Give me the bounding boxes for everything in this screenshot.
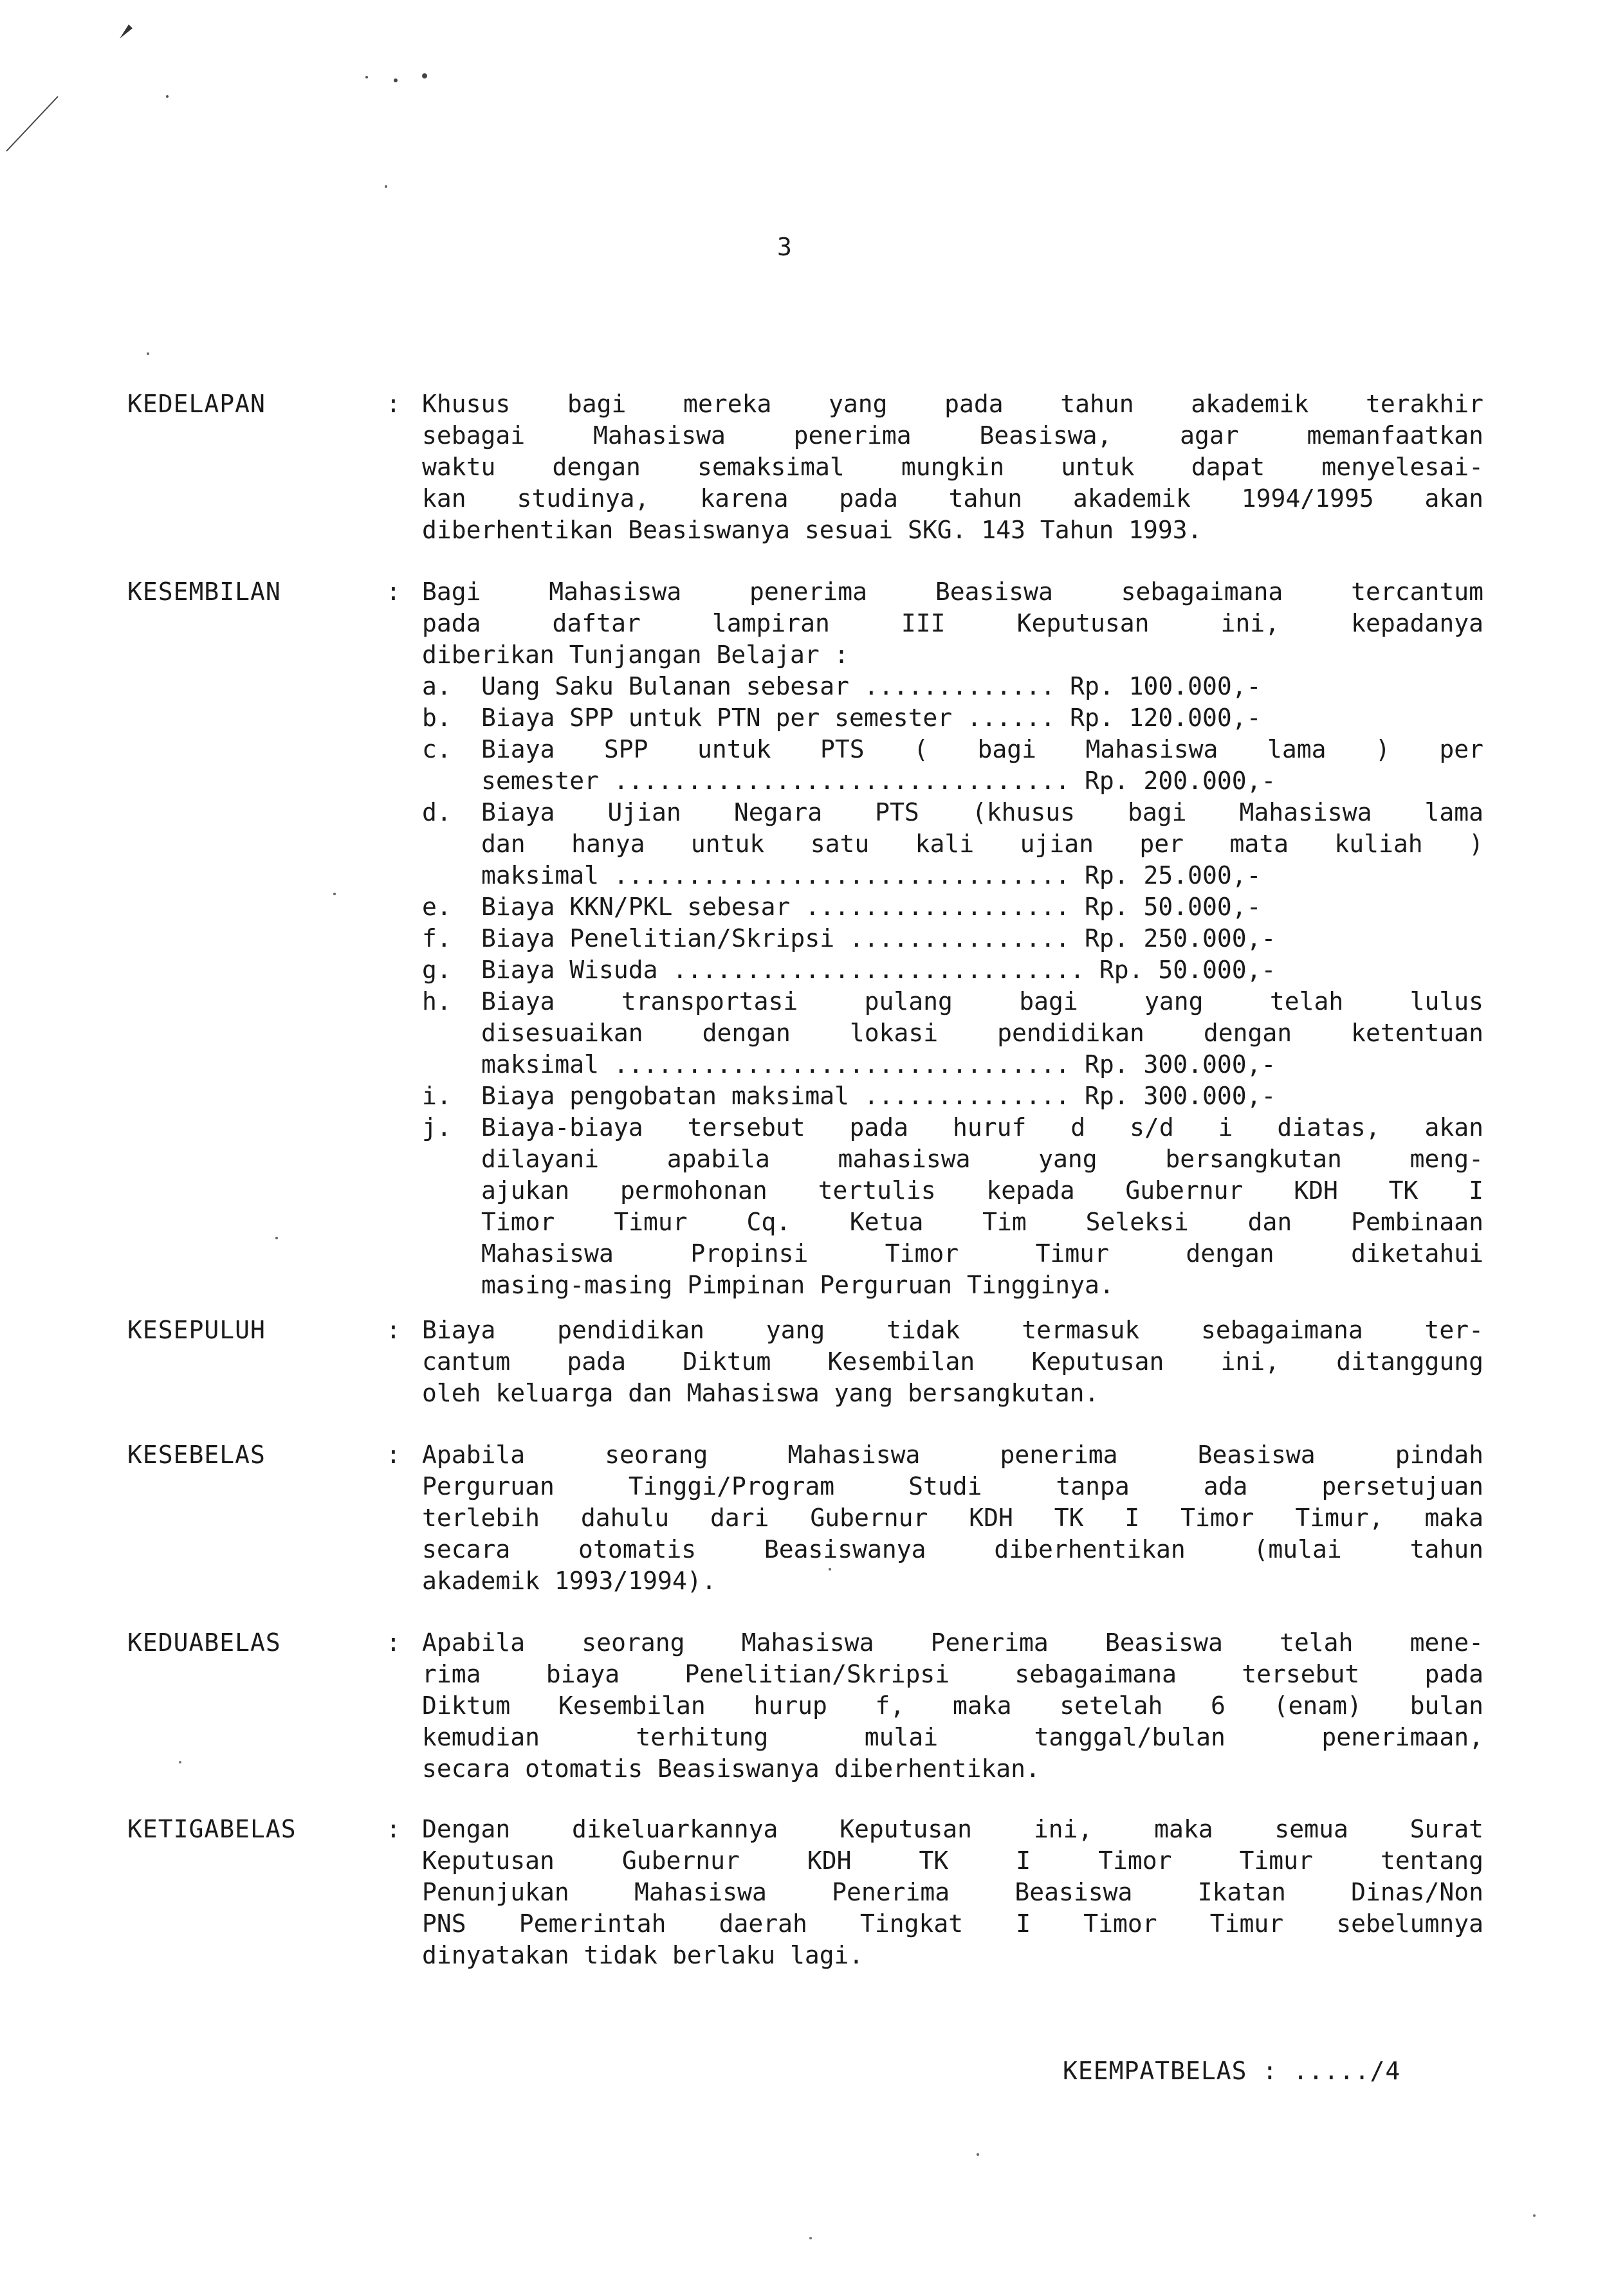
- text-line: Diktum Kesembilan hurup f, maka setelah 6 (enam) bulan: [422, 1691, 1483, 1720]
- list-item: [422, 986, 1483, 1080]
- text-line: Perguruan Tinggi/Program Studi tanpa ada persetujuan: [422, 1472, 1483, 1500]
- text-line: disesuaikan dengan lokasi pendidikan dengan ketentuan: [481, 1019, 1483, 1047]
- item-letter: a.: [422, 672, 452, 700]
- item-letter: c.: [422, 735, 452, 763]
- page-number: 3: [777, 233, 792, 261]
- article-body: [422, 1627, 1483, 1785]
- colon: :: [386, 1441, 401, 1469]
- colon: :: [386, 1815, 401, 1843]
- text-line: oleh keluarga dan Mahasiswa yang bersangkutan.: [422, 1379, 1099, 1407]
- list-item: [422, 702, 1483, 734]
- article-body: [422, 1439, 1483, 1597]
- item-letter: j.: [422, 1113, 452, 1142]
- text-line: Biaya SPP untuk PTN per semester ...... Rp. 120.000,-: [481, 704, 1262, 732]
- text-line: Penunjukan Mahasiswa Penerima Beasiswa Ikatan Dinas/Non: [422, 1878, 1483, 1906]
- text-line: semester ............................... Rp. 200.000,-: [481, 767, 1276, 795]
- text-line: rima biaya Penelitian/Skripsi sebagaimana tersebut pada: [422, 1660, 1483, 1688]
- text-line: maksimal ............................... Rp. 25.000,-: [481, 861, 1262, 889]
- text-line: Apabila seorang Mahasiswa penerima Beasiswa pindah: [422, 1441, 1483, 1469]
- item-letter: d.: [422, 798, 452, 826]
- article-label: KEDUABELAS: [127, 1628, 281, 1657]
- text-line: kemudian terhitung mulai tanggal/bulan penerimaan,: [422, 1723, 1483, 1751]
- text-line: Uang Saku Bulanan sebesar ............. Rp. 100.000,-: [481, 672, 1262, 700]
- item-letter: b.: [422, 704, 452, 732]
- text-line: Biaya pengobatan maksimal .............. Rp. 300.000,-: [481, 1082, 1276, 1110]
- item-letter: g.: [422, 956, 452, 984]
- item-letter: e.: [422, 893, 452, 921]
- text-line: akademik 1993/1994).: [422, 1567, 717, 1595]
- text-line: Biaya Ujian Negara PTS (khusus bagi Mahasiswa lama: [481, 798, 1483, 826]
- text-line: kan studinya, karena pada tahun akademik 1994/1995 akan: [422, 484, 1483, 513]
- text-line: dilayani apabila mahasiswa yang bersangkutan meng-: [481, 1145, 1483, 1173]
- text-line: Dengan dikeluarkannya Keputusan ini, maka semua Surat: [422, 1815, 1483, 1843]
- text-line: Apabila seorang Mahasiswa Penerima Beasiswa telah mene-: [422, 1628, 1483, 1657]
- article-body: [422, 1315, 1483, 1409]
- list-item: [422, 891, 1483, 923]
- text-line: pada daftar lampiran III Keputusan ini, kepadanya: [422, 609, 1483, 637]
- text-line: Keputusan Gubernur KDH TK I Timor Timur tentang: [422, 1846, 1483, 1875]
- text-line: sebagai Mahasiswa penerima Beasiswa, agar memanfaatkan: [422, 421, 1483, 450]
- list-item: [422, 1112, 1483, 1301]
- text-line: ajukan permohonan tertulis kepada Gubernur KDH TK I: [481, 1176, 1483, 1205]
- article-body: [422, 576, 1483, 1301]
- colon: :: [386, 1316, 401, 1344]
- list-item: [422, 671, 1483, 702]
- article-label: KEDELAPAN: [127, 390, 266, 418]
- text-line: Timor Timur Cq. Ketua Tim Seleksi dan Pembinaan: [481, 1208, 1483, 1236]
- article-label: KETIGABELAS: [127, 1815, 297, 1843]
- article-label: KESEMBILAN: [127, 578, 281, 606]
- list-item: [422, 1080, 1483, 1112]
- colon: :: [386, 578, 401, 606]
- colon: :: [386, 1628, 401, 1657]
- article-label: KESEPULUH: [127, 1316, 266, 1344]
- continuation-note: KEEMPATBELAS : ...../4: [1063, 2057, 1401, 2085]
- text-line: Khusus bagi mereka yang pada tahun akademik terakhir: [422, 390, 1483, 418]
- item-letter: i.: [422, 1082, 452, 1110]
- text-line: waktu dengan semaksimal mungkin untuk dapat menyelesai-: [422, 453, 1483, 481]
- text-line: Mahasiswa Propinsi Timor Timur dengan diketahui: [481, 1239, 1483, 1268]
- text-line: secara otomatis Beasiswanya diberhentikan.: [422, 1754, 1040, 1783]
- text-line: maksimal ............................... Rp. 300.000,-: [481, 1050, 1276, 1079]
- text-line: PNS Pemerintah daerah Tingkat I Timor Timur sebelumnya: [422, 1909, 1483, 1938]
- item-letter: h.: [422, 987, 452, 1016]
- text-line: Biaya pendidikan yang tidak termasuk sebagaimana ter-: [422, 1316, 1483, 1344]
- list-item: [422, 923, 1483, 954]
- article-body: [422, 1814, 1483, 1971]
- text-line: terlebih dahulu dari Gubernur KDH TK I Timor Timur, maka: [422, 1504, 1483, 1532]
- list-item: [422, 954, 1483, 986]
- article-body: [422, 388, 1483, 546]
- article-label: KESEBELAS: [127, 1441, 266, 1469]
- text-line: secara otomatis Beasiswanya diberhentikan (mulai tahun: [422, 1535, 1483, 1563]
- text-line: Biaya Penelitian/Skripsi ............... Rp. 250.000,-: [481, 924, 1276, 952]
- text-line: Biaya KKN/PKL sebesar .................. Rp. 50.000,-: [481, 893, 1262, 921]
- text-line: Bagi Mahasiswa penerima Beasiswa sebagaimana tercantum: [422, 578, 1483, 606]
- text-line: diberikan Tunjangan Belajar :: [422, 641, 849, 669]
- text-line: Biaya transportasi pulang bagi yang telah lulus: [481, 987, 1483, 1016]
- text-line: dan hanya untuk satu kali ujian per mata kuliah ): [481, 830, 1483, 858]
- text-line: Biaya-biaya tersebut pada huruf d s/d i diatas, akan: [481, 1113, 1483, 1142]
- text-line: cantum pada Diktum Kesembilan Keputusan ini, ditanggung: [422, 1347, 1483, 1376]
- text-line: Biaya SPP untuk PTS ( bagi Mahasiswa lama ) per: [481, 735, 1483, 763]
- text-line: Biaya Wisuda ............................ Rp. 50.000,-: [481, 956, 1276, 984]
- list-item: [422, 734, 1483, 797]
- text-line: masing-masing Pimpinan Perguruan Tingginya.: [481, 1271, 1114, 1299]
- text-line: dinyatakan tidak berlaku lagi.: [422, 1941, 864, 1969]
- colon: :: [386, 390, 401, 418]
- text-line: diberhentikan Beasiswanya sesuai SKG. 143 Tahun 1993.: [422, 516, 1202, 544]
- item-letter: f.: [422, 924, 452, 952]
- list-item: [422, 797, 1483, 891]
